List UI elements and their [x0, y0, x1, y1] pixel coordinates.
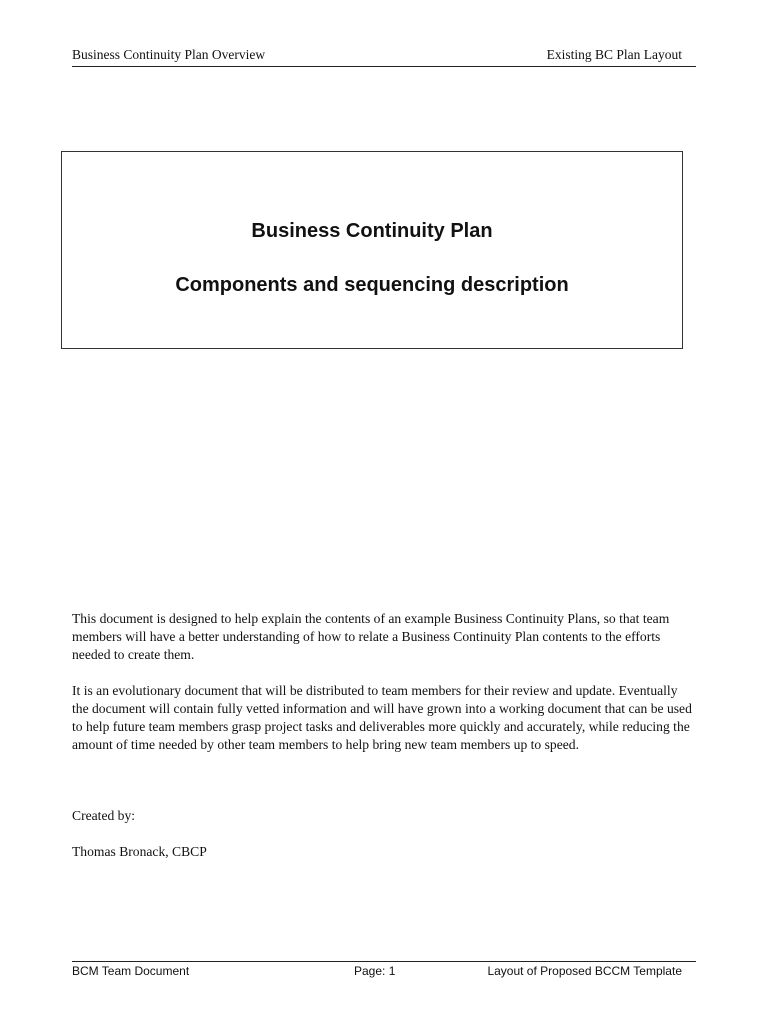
document-title: Business Continuity Plan: [251, 220, 493, 242]
header-right-title: Existing BC Plan Layout: [546, 47, 682, 62]
evolution-paragraph-text: It is an evolutionary document that will be distributed to team members for their review and update. Eventually the document will contain fully vetted information and will have grown into a working document that can be used to help future team members grasp project tasks and deliverables more quickly and accurately, while reducing the amount of time needed by other team members to help bring new team members up to speed.: [72, 683, 692, 752]
page-footer: [72, 961, 696, 982]
author-name: Thomas Bronack, CBCP: [72, 844, 207, 859]
footer-right-text: Layout of Proposed BCCM Template: [487, 964, 682, 978]
header-left-title: Business Continuity Plan Overview: [72, 47, 266, 62]
page-header: [72, 44, 696, 67]
created-by-label: Created by:: [72, 808, 136, 823]
intro-paragraph-text: This document is designed to help explain the contents of an example Business Continuity Plans, so that team members will have a better understanding of how to relate a Business Continuity Plan contents to the efforts needed to create them.: [72, 611, 670, 662]
footer-left-text: BCM Team Document: [72, 964, 190, 978]
evolution-paragraph: [72, 682, 692, 754]
intro-paragraph: [72, 610, 692, 664]
footer-page-number: Page: 1: [354, 964, 396, 978]
title-box: [61, 151, 683, 349]
document-subtitle: Components and sequencing description: [175, 274, 569, 296]
